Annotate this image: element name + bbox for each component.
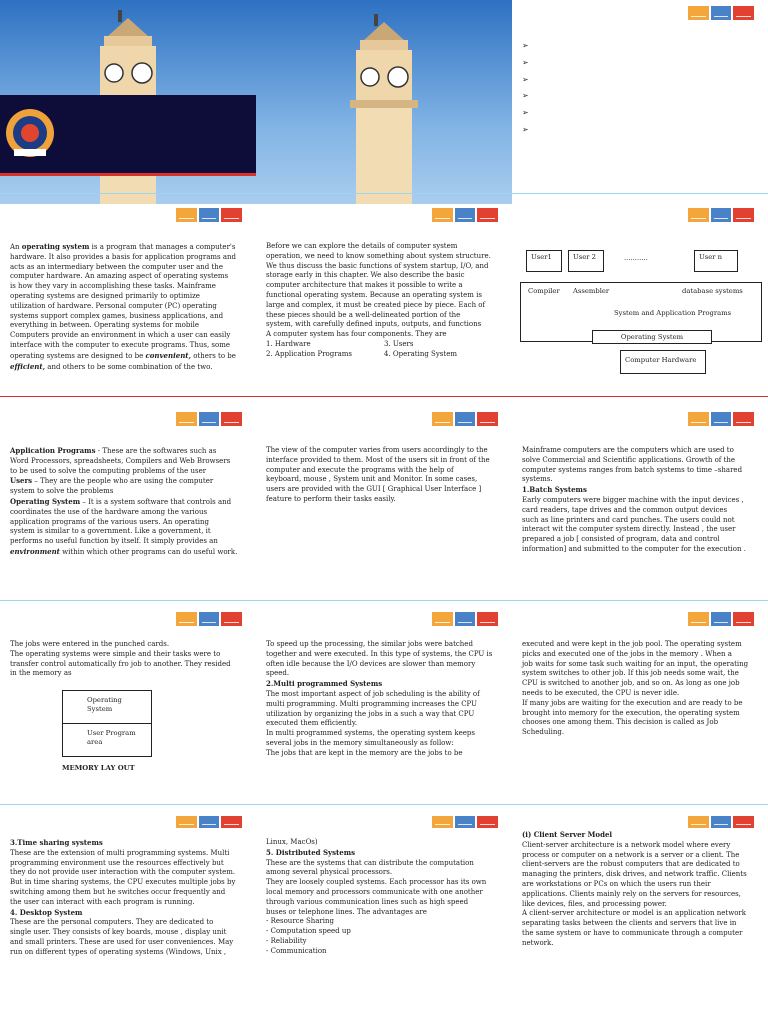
text-line: system switches to other job. If this job needs some wait, the: [522, 669, 739, 678]
emphasis-text: efficient,: [10, 361, 46, 371]
emphasis-text: (i) Client Server Model: [522, 830, 613, 839]
text-line: feature to perform their tasks easily.: [266, 494, 396, 503]
text-line: interact wit the computer system directly. Instead , the user: [522, 525, 736, 534]
user2-box: User 2: [568, 250, 604, 272]
text-line: These are the personal computers. They are dedicated to: [10, 918, 214, 927]
banner-red-stripe: [0, 173, 256, 176]
brand-logo: [432, 412, 498, 426]
brand-logo: [432, 208, 498, 222]
text-line: functional operating system. Because an operating system is: [266, 290, 482, 299]
text-line: computer and execute the programs with the help of: [266, 465, 454, 474]
compiler-label: Compiler: [528, 287, 560, 295]
emphasis-text: environment: [10, 546, 60, 556]
text-line: systems.: [522, 475, 553, 484]
brand-logo: [176, 208, 242, 222]
text-line: is how they vary in accomplishing these tasks. Mainframe: [10, 282, 216, 291]
text-line: environment within which other programs can do useful work.: [10, 546, 238, 556]
text-line: Operating System – It is a system software that controls and: [10, 496, 232, 506]
text-line: We thus discuss the basic functions of system startup, I/O, and: [266, 261, 489, 270]
text-line: - Reliability: [266, 936, 307, 945]
time-sharing-slide: [0, 816, 256, 1020]
bullet-slide: [512, 0, 768, 204]
text-line: The view of the computer varies from users accordingly to the: [266, 446, 488, 454]
text-line: utilization by organizing the jobs in a such a way that CPU: [266, 709, 475, 718]
text-line: performs no useful function by itself. It simply provides an: [10, 537, 218, 546]
text-line: in the memory as: [10, 669, 72, 678]
brand-logo: [176, 612, 242, 626]
text-line: run on different types of operating systems (Windows, Unix ,: [10, 947, 227, 956]
text-line: managing the printers, disk drives, and network traffic. Clients: [522, 870, 747, 879]
text-line: [522, 485, 758, 496]
emphasis-text: 1.Batch Systems: [522, 485, 587, 495]
assembler-label: Assembler: [573, 287, 610, 295]
text-line: utilization of hardware. Personal computer (PC) operating: [10, 301, 217, 310]
text-line: In multi programmed systems, the operating system keeps: [266, 729, 475, 738]
slide-divider: [0, 193, 256, 194]
multiprogrammed-slide: [256, 612, 512, 816]
university-emblem-icon: [2, 105, 58, 161]
brand-logo: [432, 816, 498, 828]
emphasis-text: Operating System: [10, 496, 81, 506]
os-definition-slide: [0, 204, 256, 408]
text-line: single user. They consists of key boards, mouse , display unit: [10, 928, 227, 937]
text-line: Users – They are the people who are using the computer: [10, 476, 214, 486]
text-line: - Communication: [266, 946, 327, 955]
text-line: to be used to solve the computing problems of the user: [10, 466, 207, 475]
text-line: chooses one among them. This decision is called as Job: [522, 718, 719, 727]
text-line: CPU is switched to another job, and so on. As long as one job: [522, 679, 740, 688]
text-line: executed and were kept in the job pool. The operating system: [522, 640, 742, 648]
emphasis-text: 2.Multi programmed Systems: [266, 679, 383, 689]
user1-box: User1: [526, 250, 562, 272]
text-line: are workstations or PCs on which the users run their: [522, 879, 711, 888]
emphasis-text: convenient,: [145, 350, 191, 360]
users-ellipsis: ...........: [624, 254, 648, 262]
text-line: such as line printers and card punches. The users could not: [522, 515, 735, 524]
text-line: users are provided with the GUI [ Graphical User Interface ]: [266, 485, 482, 494]
text-line: brought into memory for the execution, the operating system: [522, 708, 740, 717]
memory-layout-slide: [0, 612, 256, 816]
components-row: [266, 340, 502, 350]
system-app-programs-label: System and Application Programs: [614, 309, 732, 317]
text-line: large and complex, it must be created piece by piece. Each of: [266, 300, 486, 309]
text-line: switching among them but he switches occur frequently and: [10, 887, 226, 896]
text-line: speed.: [266, 669, 290, 678]
text-line: Scheduling.: [522, 728, 565, 737]
emphasis-text: Users: [10, 476, 33, 486]
text-line: client-servers are the robust computers that are dedicated to: [522, 860, 740, 869]
client-server-slide: [512, 816, 768, 1020]
brand-logo: [688, 816, 754, 828]
text-line: These are the systems that can distribute the computation: [266, 858, 474, 867]
component-label: 4. Operating System: [384, 349, 457, 358]
text-line: buses or telephone lines. The advantages are: [266, 907, 427, 916]
text-line: The most important aspect of job scheduling is the ability of: [266, 689, 480, 698]
slide-divider: [512, 193, 768, 194]
slide-divider: [512, 396, 768, 397]
memory-user-label: area: [87, 738, 103, 746]
brand-logo: [688, 412, 754, 426]
slide-text: [266, 838, 502, 957]
slide-text: [522, 446, 758, 555]
text-line: executed them efficiently.: [266, 719, 358, 728]
job-scheduling-slide: [512, 612, 768, 816]
title-slide-2: [256, 0, 512, 204]
user-view-slide: [256, 408, 512, 612]
text-line: multi programming. Multi programming increases the CPU: [266, 699, 478, 708]
text-line: computer hardware. An amazing aspect of operating systems: [10, 272, 229, 281]
bullet-item: [522, 107, 529, 124]
text-line: [10, 838, 246, 849]
text-line: programming environment use the resources effectively but: [10, 858, 224, 867]
text-line: through various communication lines such as high speed: [266, 897, 469, 906]
bullet-item: [522, 124, 529, 141]
text-line: the user can interact with each program is running.: [10, 897, 195, 906]
text-line: Application Programs - These are the softwares such as: [10, 446, 217, 455]
clock-tower-image: [346, 14, 422, 204]
bullet-item: [522, 74, 529, 91]
text-line: Mainframe computers are the computers which are used to: [522, 446, 734, 454]
slide-text: [522, 830, 758, 949]
text-line: card readers, tape drives and the common output devices: [522, 505, 728, 514]
brand-logo: [688, 208, 754, 222]
slide-text: [266, 640, 502, 759]
text-line: The jobs were entered in the punched cards.: [10, 640, 170, 648]
text-line: applications. Clients mainly rely on the servers for resources,: [522, 889, 741, 898]
text-line: [10, 908, 246, 919]
text-line: Early computers were bigger machine with the input devices ,: [522, 495, 744, 504]
database-label: database systems: [682, 287, 743, 295]
text-line: - Resource Sharing: [266, 917, 335, 926]
slide-text: [10, 446, 246, 558]
text-line: and small printers. These are used for user conveniences. May: [10, 937, 234, 946]
text-line: among several physical processors.: [266, 868, 393, 877]
computer-hardware-box: Computer Hardware: [620, 350, 706, 374]
text-line: Computers provide an environment in which a user can easily: [10, 331, 231, 340]
system-structure-slide: [256, 204, 512, 408]
memory-user-region: [62, 723, 152, 757]
components-row: [266, 350, 502, 360]
text-line: everything in between. Operating systems for mobile: [10, 321, 199, 330]
slide-text: [266, 446, 502, 505]
batch-systems-slide: [512, 408, 768, 612]
text-line: like devices, files, and processing power.: [522, 899, 667, 908]
text-line: Before we can explore the details of computer system: [266, 242, 458, 250]
text-line: [266, 848, 502, 859]
text-line: operating systems are designed primarily to optimize: [10, 291, 200, 300]
memory-user-label: User Program: [87, 729, 136, 737]
bullet-item: [522, 57, 529, 74]
slide-divider: [256, 600, 512, 601]
emphasis-text: 5. Distributed Systems: [266, 847, 356, 857]
text-line: The jobs that are kept in the memory are the jobs to be: [266, 748, 463, 757]
text-line: needs to be executed, the CPU is never idle.: [522, 688, 680, 697]
memory-layout-caption: MEMORY LAY OUT: [62, 764, 135, 772]
text-line: Word Processors, spreadsheets, Compilers and Web Browsers: [10, 456, 231, 465]
text-line: these pieces should be a well-delineated portion of the: [266, 310, 461, 319]
text-line: - Computation speed up: [266, 927, 351, 936]
text-line: The operating systems were simple and their tasks were to: [10, 649, 221, 658]
text-line: These are the extension of multi programming systems. Multi: [10, 848, 230, 857]
text-line: operation, we need to know something about system structure.: [266, 251, 491, 260]
emphasis-text: 4. Desktop System: [10, 907, 83, 917]
text-line: the same system or have to communicate through a computer: [522, 928, 743, 937]
usern-box: User n: [694, 250, 738, 272]
text-line: keyboard, mouse , System unit and Monitor. In some cases,: [266, 475, 478, 484]
slide-text: [522, 640, 758, 738]
distributed-systems-slide: [256, 816, 512, 1020]
text-line: information] and submitted to the computer for the execution .: [522, 544, 746, 553]
slide-divider: [256, 193, 512, 194]
slide-divider: [0, 396, 256, 397]
text-line: operating systems are designed to be convenient, others to be: [10, 350, 236, 360]
text-line: they do not provide user interaction with the computer system.: [10, 868, 236, 877]
text-line: process or computer on a network is a server or a client. The: [522, 850, 740, 859]
slide-text: [10, 838, 246, 958]
text-line: often idle because the I/O devices are slower than memory: [266, 659, 476, 668]
slide-divider: [512, 600, 768, 601]
title-slide-1: [0, 0, 256, 204]
memory-os-region: [62, 690, 152, 724]
brand-logo: [688, 6, 754, 20]
text-line: job waits for some task such waiting for an input, the operating: [522, 659, 749, 668]
slide-divider: [0, 804, 256, 805]
slide-text: [10, 242, 246, 372]
slide-divider: [512, 804, 768, 805]
emphasis-text: Application Programs: [10, 446, 96, 455]
text-line: If many jobs are waiting for the execution and are ready to be: [522, 698, 743, 707]
text-line: efficient, and others to be some combination of the two.: [10, 361, 213, 371]
text-line: [522, 830, 758, 841]
text-line: separating tasks between the clients and servers that live in: [522, 919, 737, 928]
text-line: Client-server architecture is a network model where every: [522, 840, 731, 849]
text-line: application programs of the various users. An operating: [10, 517, 209, 526]
text-line: They are loosely coupled systems. Each processor has its own: [266, 878, 487, 887]
brand-logo: [176, 412, 242, 426]
component-label: 2. Application Programs: [266, 349, 352, 358]
text-line: Linux, MacOs): [266, 838, 318, 846]
memory-os-label: Operating: [87, 696, 122, 704]
text-line: system, with carefully defined inputs, outputs, and functions: [266, 320, 482, 329]
text-line: computer architecture that makes it possible to write a: [266, 281, 463, 290]
brand-logo: [176, 816, 242, 828]
text-line: picks and executed one of the jobs in the memory . When a: [522, 649, 732, 658]
slide-divider: [256, 804, 512, 805]
system-diagram-slide: [512, 204, 768, 408]
slide-text: [10, 640, 246, 679]
slide-divider: [0, 600, 256, 601]
title-banner: [0, 95, 256, 173]
text-line: solve Commercial and Scientific applications. Growth of the: [522, 455, 736, 464]
text-line: A computer system has four components. They are: [266, 330, 447, 339]
text-line: hardware. It also provides a basis for application programs and: [10, 252, 236, 261]
text-line: An operating system is a program that manages a computer's: [10, 242, 236, 251]
emphasis-text: 3.Time sharing systems: [10, 838, 103, 847]
text-line: computer systems ranges from batch systems to time –shared: [522, 465, 743, 474]
text-line: To speed up the processing, the similar jobs were batched: [266, 640, 473, 648]
text-line: system to solve the problems: [10, 487, 114, 496]
text-line: interface provided to them. Most of the users sit in front of the: [266, 455, 490, 464]
text-line: transfer control automatically fro job to another. They resided: [10, 659, 231, 668]
bullet-item: [522, 40, 529, 57]
components-explained-slide: [0, 408, 256, 612]
text-line: together and were executed. In this type of systems, the CPU is: [266, 649, 493, 658]
slide-divider: [256, 396, 512, 397]
component-label: 3. Users: [384, 339, 414, 348]
text-line: system is similar to a government. Like a government, it: [10, 527, 211, 536]
text-line: coordinates the use of the hardware among the various: [10, 507, 208, 516]
text-line: storage early in this chapter. We also describe the basic: [266, 271, 465, 280]
text-line: acts as an intermediary between the computer user and the: [10, 262, 223, 271]
text-line: prepared a job [ consisted of program, data and control: [522, 535, 720, 544]
component-label: 1. Hardware: [266, 339, 311, 348]
text-line: local memory and processors communicate with one another: [266, 887, 483, 896]
text-line: But in time sharing systems, the CPU executes multiple jobs by: [10, 878, 236, 887]
text-line: several jobs in the memory simultaneously as follow:: [266, 738, 454, 747]
text-line: [266, 679, 502, 690]
text-line: systems support complex games, business applications, and: [10, 311, 224, 320]
operating-system-box: Operating System: [592, 330, 712, 344]
emphasis-text: operating system: [21, 242, 90, 251]
text-line: A client-server architecture or model is an application network: [522, 909, 747, 918]
slide-text: [266, 242, 502, 360]
bullet-list: [522, 40, 529, 141]
brand-logo: [432, 612, 498, 626]
text-line: network.: [522, 938, 554, 947]
text-line: interface with the computer to execute programs. Thus, some: [10, 340, 230, 349]
memory-os-label: System: [87, 705, 113, 713]
brand-logo: [688, 612, 754, 626]
bullet-item: [522, 90, 529, 107]
